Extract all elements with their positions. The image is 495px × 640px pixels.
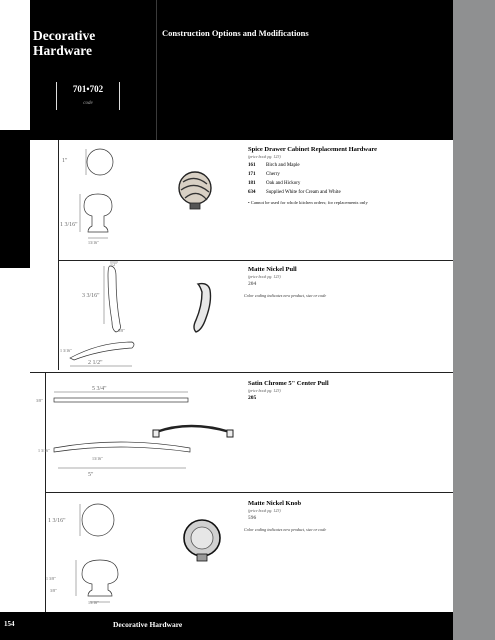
option-label: Cherry [266, 172, 280, 177]
product-title: Matte Nickel Pull [248, 266, 297, 273]
section-tab [0, 130, 30, 375]
divider-line [30, 372, 453, 373]
price-book-ref: (price book pg. 123) [248, 388, 281, 393]
product-code: 205 [248, 395, 257, 401]
dim-label: 1 3/8" [46, 576, 56, 581]
product-code: 204 [248, 281, 257, 287]
right-margin-strip [453, 0, 495, 640]
page-number: 154 [4, 620, 15, 628]
page-header [30, 0, 453, 140]
note-text: Cannot be used for whole kitchen orders; for replacements only [250, 200, 368, 205]
product-matte-nickel-knob [248, 500, 301, 521]
page-title: Decorative Hardware [33, 28, 96, 58]
matte-knob-drawing [46, 494, 166, 610]
product-code: 596 [248, 515, 257, 521]
dim-label: 1 3/16" [60, 348, 72, 353]
code-box [56, 82, 120, 112]
code-number: 701•702 [72, 84, 104, 94]
option-row [248, 190, 377, 199]
code-label: code [83, 101, 93, 106]
dim-label: 2 1/2" [88, 360, 103, 366]
product-title: Spice Drawer Cabinet Replacement Hardware [248, 146, 378, 153]
matte-knob-photo [178, 516, 228, 566]
dim-label: 13/16" [88, 240, 99, 245]
product-matte-nickel-pull [248, 266, 297, 287]
option-code: 161 [248, 163, 256, 168]
divider-line [45, 492, 453, 493]
product-spice-drawer [248, 146, 377, 205]
divider-line [58, 260, 453, 261]
dim-label: 1 3/16" [38, 448, 50, 453]
option-code: 634 [248, 190, 256, 195]
spice-knob-photo [175, 170, 219, 214]
dim-label: 5 3/4" [92, 386, 107, 392]
note-bullet: • Cannot be used for whole kitchen orders; for replacements only [248, 200, 368, 205]
dim-label: 3/8" [50, 588, 57, 593]
header-divider [156, 0, 157, 140]
option-list [248, 163, 377, 199]
dim-label: 3/8" [36, 398, 43, 403]
option-row [248, 172, 377, 181]
dim-label: 13/16" [92, 456, 103, 461]
dim-label: 1" [62, 158, 68, 164]
satin-pull-photo [150, 418, 240, 442]
product-title: Satin Chrome 5" Center Pull [248, 380, 329, 387]
dim-label: 13/16" [88, 600, 99, 605]
option-row [248, 181, 377, 190]
option-code: 181 [248, 181, 256, 186]
product-title: Matte Nickel Knob [248, 500, 302, 507]
option-label: Oak and Hickory [266, 181, 301, 186]
dim-label: 1 3/16" [60, 222, 78, 228]
page-footer [0, 612, 453, 640]
dim-label: 5/8" [118, 328, 125, 333]
divider-line [58, 140, 59, 260]
product-satin-chrome-pull [248, 380, 329, 401]
color-coding-note: Color coding indicates new product, size or code [244, 527, 327, 532]
matte-pull-photo [188, 280, 218, 340]
option-label: Supplied White for Cream and White [266, 190, 341, 195]
price-book-ref: (price book pg. 123) [248, 274, 281, 279]
section-tab-label: Decorative Enhancements [5, 293, 12, 375]
dim-label: 5" [88, 472, 94, 478]
price-book-ref: (price book pg. 123) [248, 508, 281, 513]
matte-pull-drawing [60, 262, 200, 372]
dim-label: 1 3/16" [48, 518, 66, 524]
option-row [248, 163, 377, 172]
color-coding-note: Color coding indicates new product, size or code [244, 293, 327, 298]
price-book-ref: (price book pg. 123) [248, 154, 281, 159]
divider-line [58, 260, 59, 370]
option-code: 171 [248, 172, 256, 177]
footer-title: Decorative Hardware [113, 620, 183, 629]
option-label: Birch and Maple [266, 163, 300, 168]
page-subtitle: Construction Options and Modifications [162, 28, 309, 38]
dim-label: 3 3/16" [82, 293, 100, 299]
spice-knob-drawing [60, 142, 180, 260]
dim-label: 1/2" [110, 262, 117, 267]
